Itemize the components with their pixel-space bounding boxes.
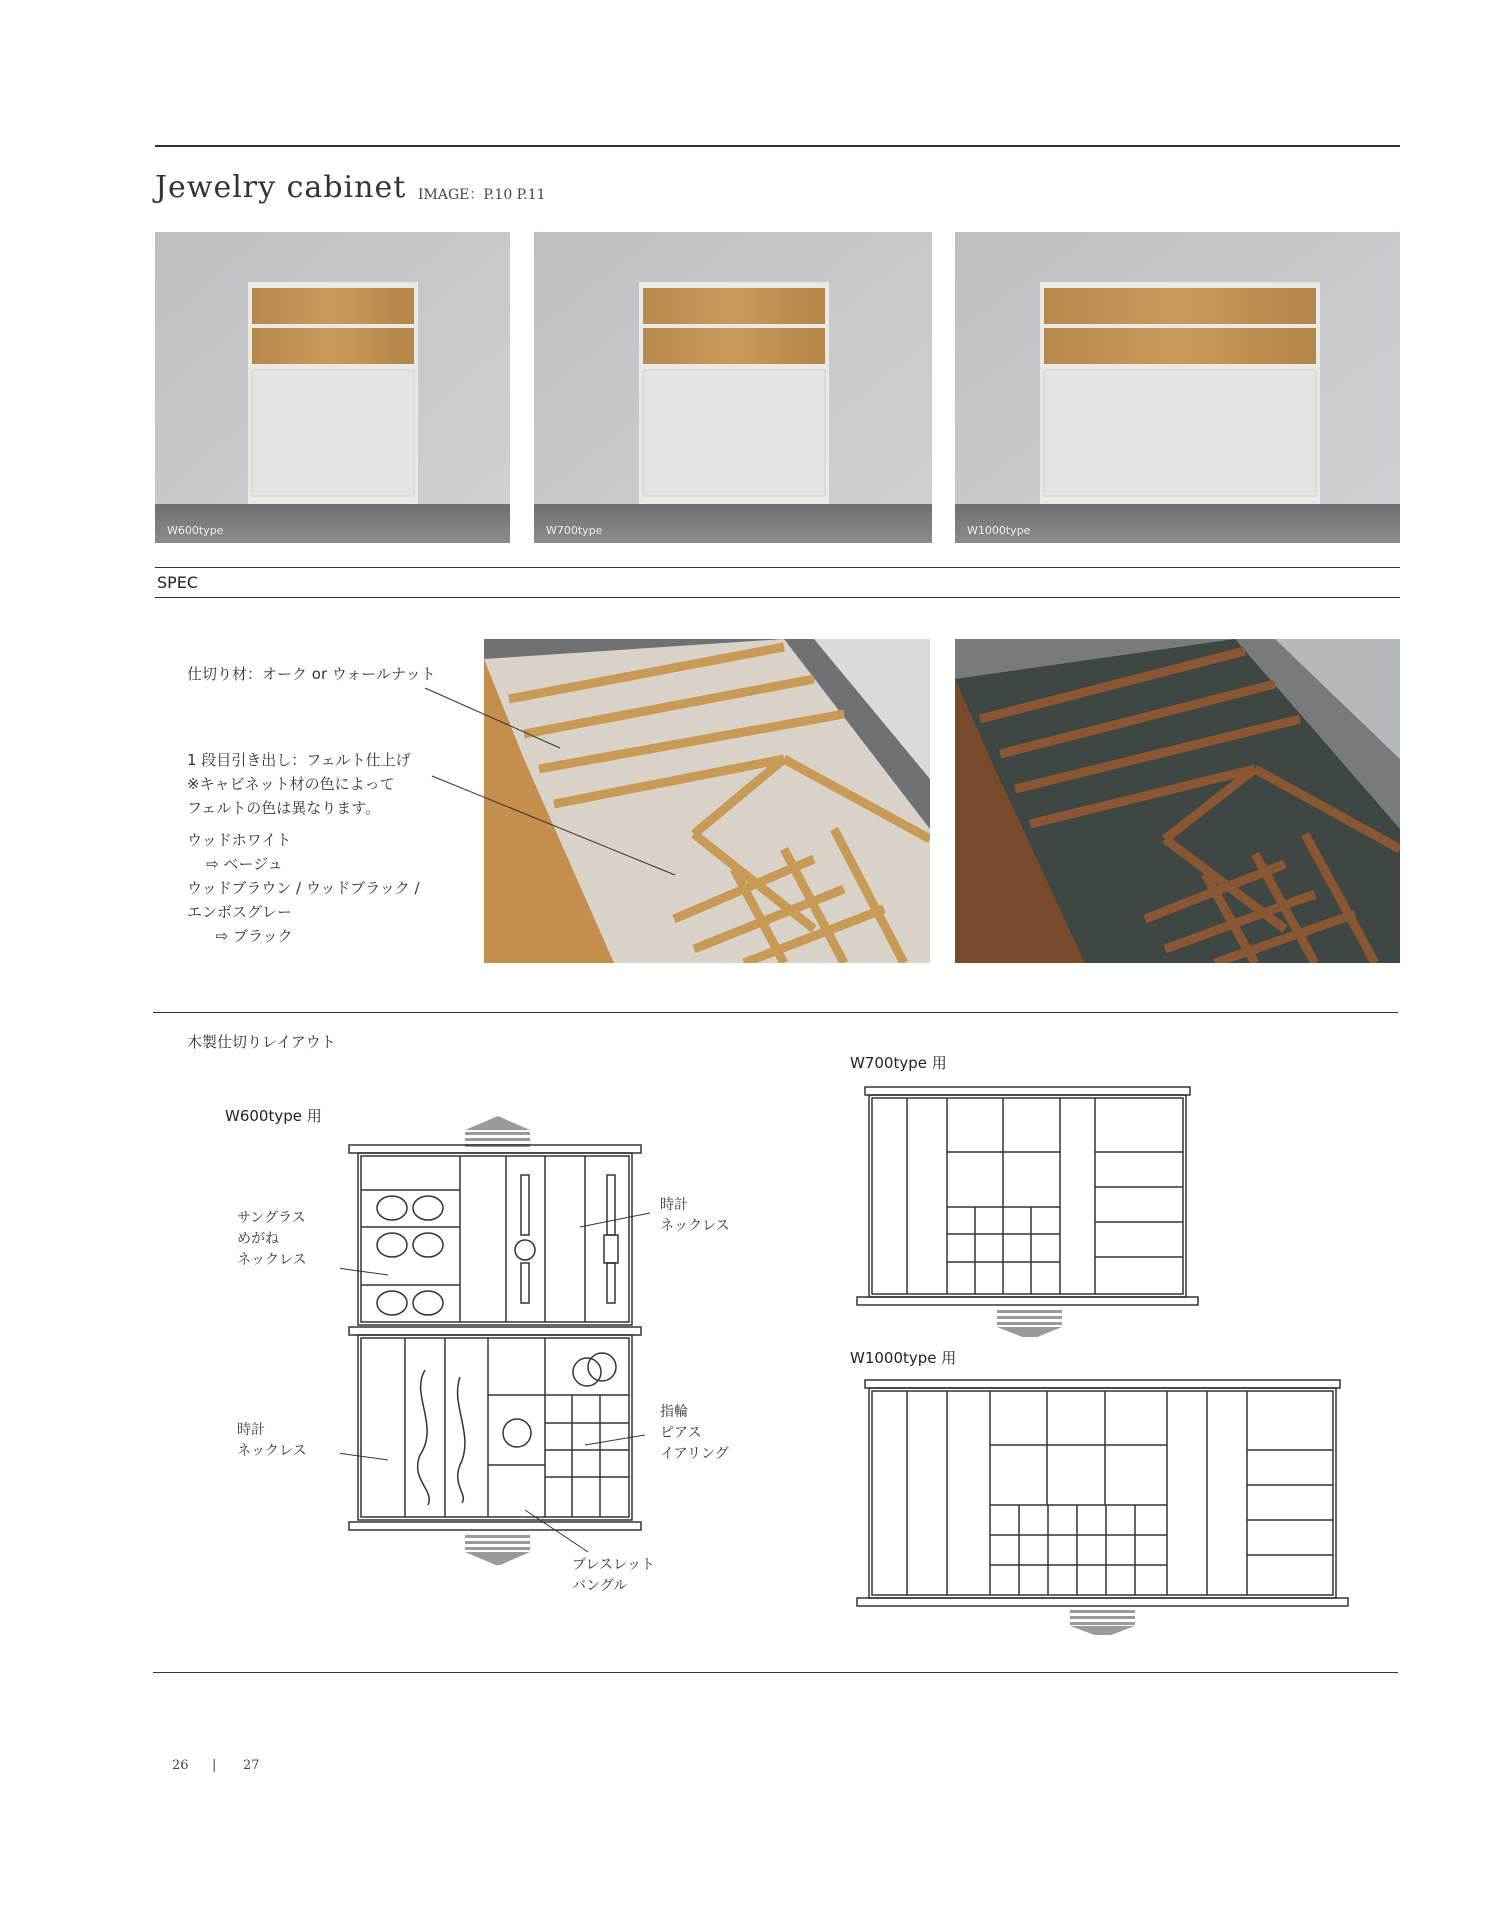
page-title: Jewelry cabinet xyxy=(155,170,407,205)
page-separator: | xyxy=(212,1758,217,1773)
layout-heading: 木製仕切りレイアウト xyxy=(187,1033,336,1051)
w1000-label: W1000type 用 xyxy=(850,1349,957,1367)
pull-arrow-icon xyxy=(465,1535,530,1565)
callout-bracelet: ブレスレット バングル xyxy=(572,1557,655,1594)
layout-rule-bottom xyxy=(153,1672,1398,1673)
callout-sunglasses: サングラス めがね ネックレス xyxy=(237,1210,307,1268)
w700-label: W700type 用 xyxy=(850,1054,947,1072)
note-partition: 仕切り材：オーク or ウォールナット xyxy=(187,665,436,683)
push-arrow-icon xyxy=(465,1116,530,1147)
layout-rule-top xyxy=(153,1012,1398,1013)
w600-label: W600type 用 xyxy=(225,1107,322,1125)
note-felt: 1 段目引き出し：フェルト仕上げ ※キャビネット材の色によって フェルトの色は異なります。 xyxy=(187,751,411,817)
callout-rings: 指輪 ピアス イアリング xyxy=(660,1404,729,1462)
page-number-left: 26 xyxy=(172,1758,189,1773)
w700-layout-diagram xyxy=(855,1082,1205,1337)
image-reference: IMAGE：P.10 P.11 xyxy=(418,187,546,203)
photo-caption: W600type xyxy=(167,524,224,537)
w1000-layout-diagram xyxy=(855,1375,1355,1635)
note-colors: ウッドホワイト ⇨ ベージュ ウッドブラウン / ウッドブラック / エンボスグレー ⇨ ブラック xyxy=(187,831,420,945)
pull-arrow-icon xyxy=(1070,1610,1135,1635)
callout-watch-top: 時計 ネックレス xyxy=(660,1197,730,1234)
callout-watch-bottom: 時計 ネックレス xyxy=(237,1422,307,1459)
spec-heading: SPEC xyxy=(157,573,199,592)
page-number-right: 27 xyxy=(243,1758,260,1773)
photo-caption: W1000type xyxy=(967,524,1031,537)
w600-layout-diagram xyxy=(340,1105,660,1565)
pull-arrow-icon xyxy=(997,1310,1062,1337)
photo-caption: W700type xyxy=(546,524,603,537)
